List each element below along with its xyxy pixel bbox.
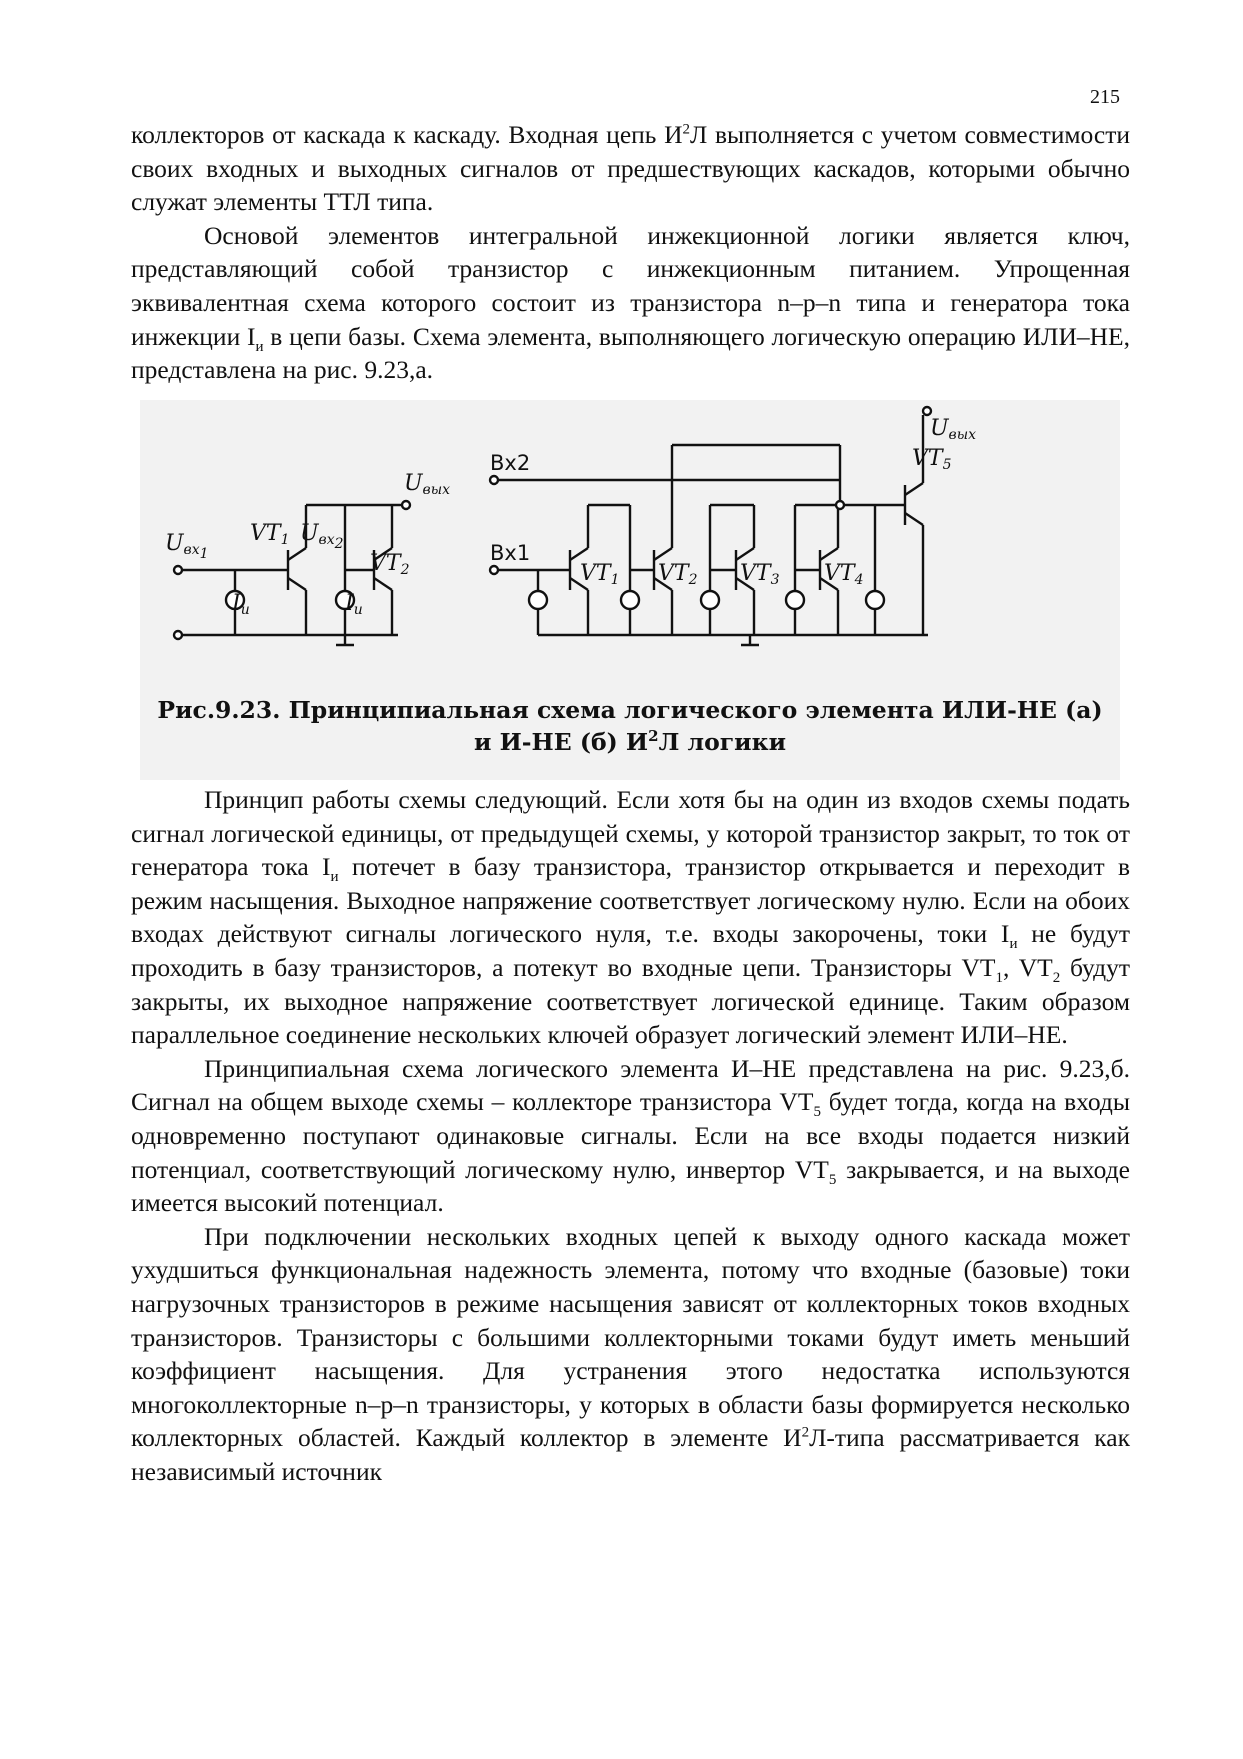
caption-line-2: и И-НЕ (б) $И^2Л$ логики bbox=[473, 727, 787, 756]
u-in1-label: Uвх1 bbox=[165, 531, 209, 562]
text-block-bottom bbox=[131, 783, 1130, 1488]
figure-9-23 bbox=[140, 400, 1120, 780]
in2-label: Вх2 bbox=[490, 451, 531, 475]
vt1-b-label: VT1 bbox=[580, 561, 620, 588]
vt3-b-label: VT3 bbox=[740, 561, 780, 588]
i-inj-label-2: Iи bbox=[345, 591, 363, 618]
paragraph: коллекторов от каскада к каскаду. Входная цепь $И^2Л$ выполняется с учетом совместимости своих входных и выходных сигналов от предшествующих каскадов, которыми обычно служат элементы ТТЛ типа. bbox=[131, 120, 1130, 217]
u-out-label: Uвых bbox=[404, 471, 450, 498]
paragraph: При подключении нескольких входных цепей к выходу одного каскада может ухудшиться функциональная надежность элемента, потому что входные (базовые) токи нагрузочных транзисторов в режиме насыщения зависят от коллекторных токов входных транзисторов. Транзисторы с большими коллекторными токами будут иметь меньший коэффициент насыщения. Для устранения этого недостатка используются многоколлекторные n–p–n транзисторы, у которых в области базы формируется несколько коллекторных областей. Каждый коллектор в элементе $И^2Л$-типа рассматривается как независимый источник bbox=[131, 1221, 1130, 1486]
vt2-b-label: VT2 bbox=[658, 561, 698, 588]
text-block-top bbox=[131, 118, 1130, 387]
vt4-b-label: VT4 bbox=[824, 561, 864, 588]
page-number: 215 bbox=[1090, 86, 1120, 108]
vt1-label: VT1 bbox=[250, 521, 290, 548]
figure-caption bbox=[140, 694, 1120, 758]
u-in2-label: Uвх2 bbox=[300, 521, 344, 552]
u-out-b-label: Uвых bbox=[930, 416, 976, 443]
vt5-b-label: VT5 bbox=[912, 446, 952, 473]
paragraph: Принципиальная схема логического элемента И–НЕ представлена на рис. 9.23,б. Сигнал на общем выходе схемы – коллекторе транзистора $VT_5$ будет тогда, когда на входы одновременно поступают одинаковые сигналы. Если на все входы подается низкий потенциал, соответствующий логическому нулю, инвертор $VT_5$ закрывается, и на выходе имеется высокий потенциал. bbox=[131, 1053, 1131, 1218]
paragraph: Принцип работы схемы следующий. Если хотя бы на один из входов схемы подать сигнал логической единицы, от предыдущей схемы, у которой транзистор закрыт, то ток от генератора тока $I_и$ потечет в базу транзистора, транзистор открывается и переходит в режим насыщения. Выходное напряжение соответствует логическому нулю. Если на обоих входах действуют сигналы логического нуля, т.е. входы закорочены, токи $I_и$ не будут проходить в базу транзисторов, а потекут во входные цепи. Транзисторы $VT_1$, $VT_2$ будут закрыты, их выходное напряжение соответствует логической единице. Таким образом параллельное соединение нескольких ключей образует логический элемент ИЛИ–НЕ. bbox=[131, 785, 1131, 1050]
paragraph: Основой элементов интегральной инжекционной логики является ключ, представляющий собой транзистор с инжекционным питанием. Упрощенная эквивалентная схема которого состоит из транзистора n–p–n типа и генератора тока инжекции $I_и$ в цепи базы. Схема элемента, выполняющего логическую операцию ИЛИ–НЕ, представлена на рис. 9.23,а. bbox=[131, 220, 1130, 385]
i-inj-label-1: Iи bbox=[232, 591, 250, 618]
in1-label: Вх1 bbox=[490, 541, 531, 565]
circuit-diagram bbox=[140, 400, 1120, 690]
vt2-label: VT2 bbox=[370, 551, 410, 578]
caption-line-1: Рис.9.23. Принципиальная схема логического элемента ИЛИ-НЕ (а) bbox=[157, 696, 1103, 724]
